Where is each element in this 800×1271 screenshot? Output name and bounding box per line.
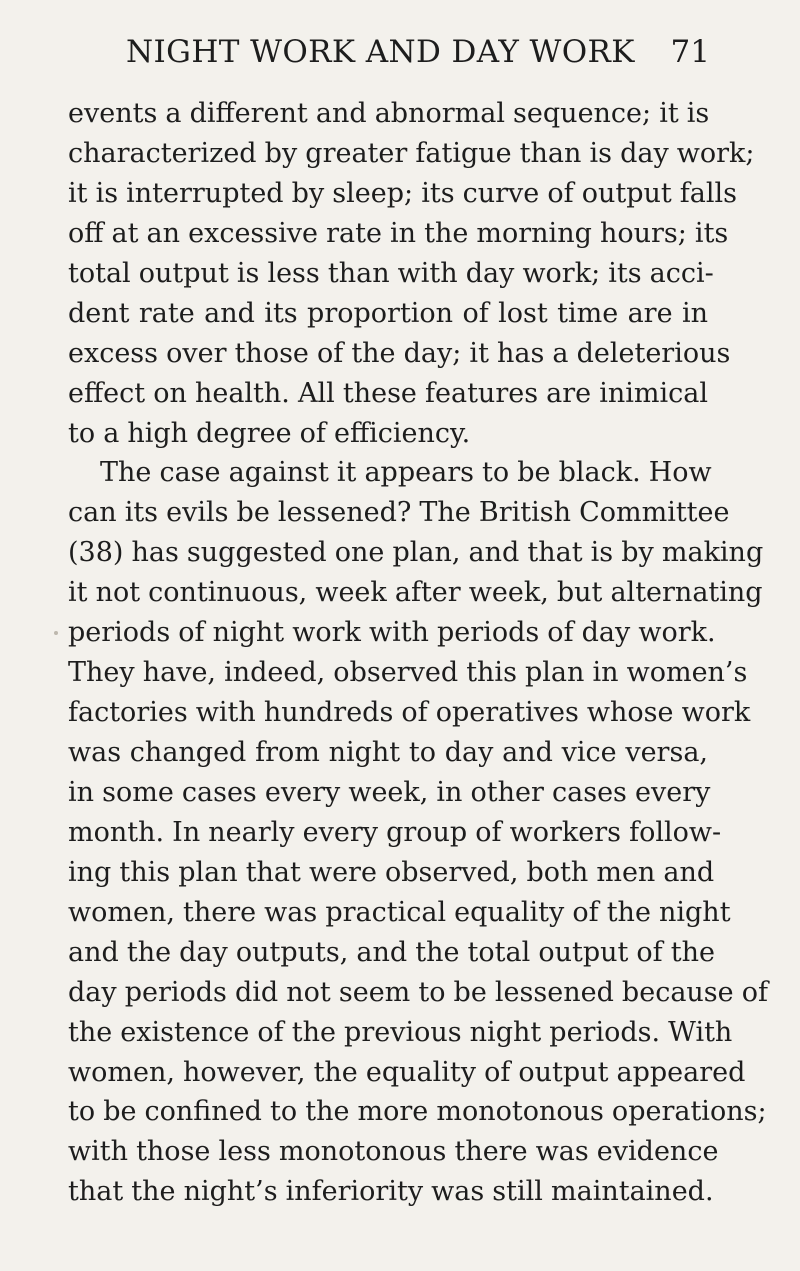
text-line: effect on health. All these features are inimical	[68, 377, 708, 409]
paragraph-start-line: The case against it appears to be black. How	[100, 457, 712, 489]
text-line: dent rate and its proportion of lost time are in	[68, 297, 708, 329]
text-line: women, however, the equality of output appeared	[68, 1056, 746, 1088]
text-line: that the night’s inferiority was still maintained.	[68, 1176, 714, 1208]
text-line: was changed from night to day and vice versa,	[68, 737, 708, 768]
text-line: periods of night work with periods of day work.	[68, 617, 716, 649]
text-line: to be confined to the more monotonous operations;	[68, 1096, 767, 1128]
text-line: to a high degree of efficiency.	[68, 417, 471, 449]
text-line: events a different and abnormal sequence; it is	[68, 98, 710, 129]
running-head	[126, 34, 710, 74]
text-line: it is interrupted by sleep; its curve of output falls	[68, 177, 738, 209]
paper-speck	[54, 631, 58, 635]
text-line: women, there was practical equality of the night	[68, 896, 731, 928]
text-line: excess over those of the day; it has a deleterious	[68, 337, 731, 369]
text-line: characterized by greater fatigue than is day work;	[68, 137, 755, 169]
text-line: They have, indeed, observed this plan in women’s	[68, 657, 748, 689]
text-line: month. In nearly every group of workers follow-	[68, 816, 722, 848]
text-line: it not continuous, week after week, but alternating	[68, 577, 763, 609]
text-line: can its evils be lessened? The British Committee	[68, 497, 730, 529]
text-line: off at an excessive rate in the morning hours; its	[68, 217, 729, 249]
text-line: the existence of the previous night periods. With	[68, 1016, 733, 1048]
text-line: ing this plan that were observed, both men and	[68, 856, 715, 888]
text-line: day periods did not seem to be lessened because of	[68, 976, 768, 1008]
text-line: (38) has suggested one plan, and that is by making	[68, 537, 764, 569]
text-line: factories with hundreds of operatives whose work	[68, 697, 751, 729]
page-number: 71	[670, 34, 710, 70]
body-text	[68, 94, 768, 1212]
text-line: total output is less than with day work; its acci-	[68, 257, 714, 289]
running-title: NIGHT WORK AND DAY WORK	[126, 34, 635, 70]
text-line: and the day outputs, and the total output of the	[68, 936, 715, 968]
text-line: with those less monotonous there was evidence	[68, 1136, 719, 1168]
text-line: in some cases every week, in other cases every	[68, 776, 711, 808]
